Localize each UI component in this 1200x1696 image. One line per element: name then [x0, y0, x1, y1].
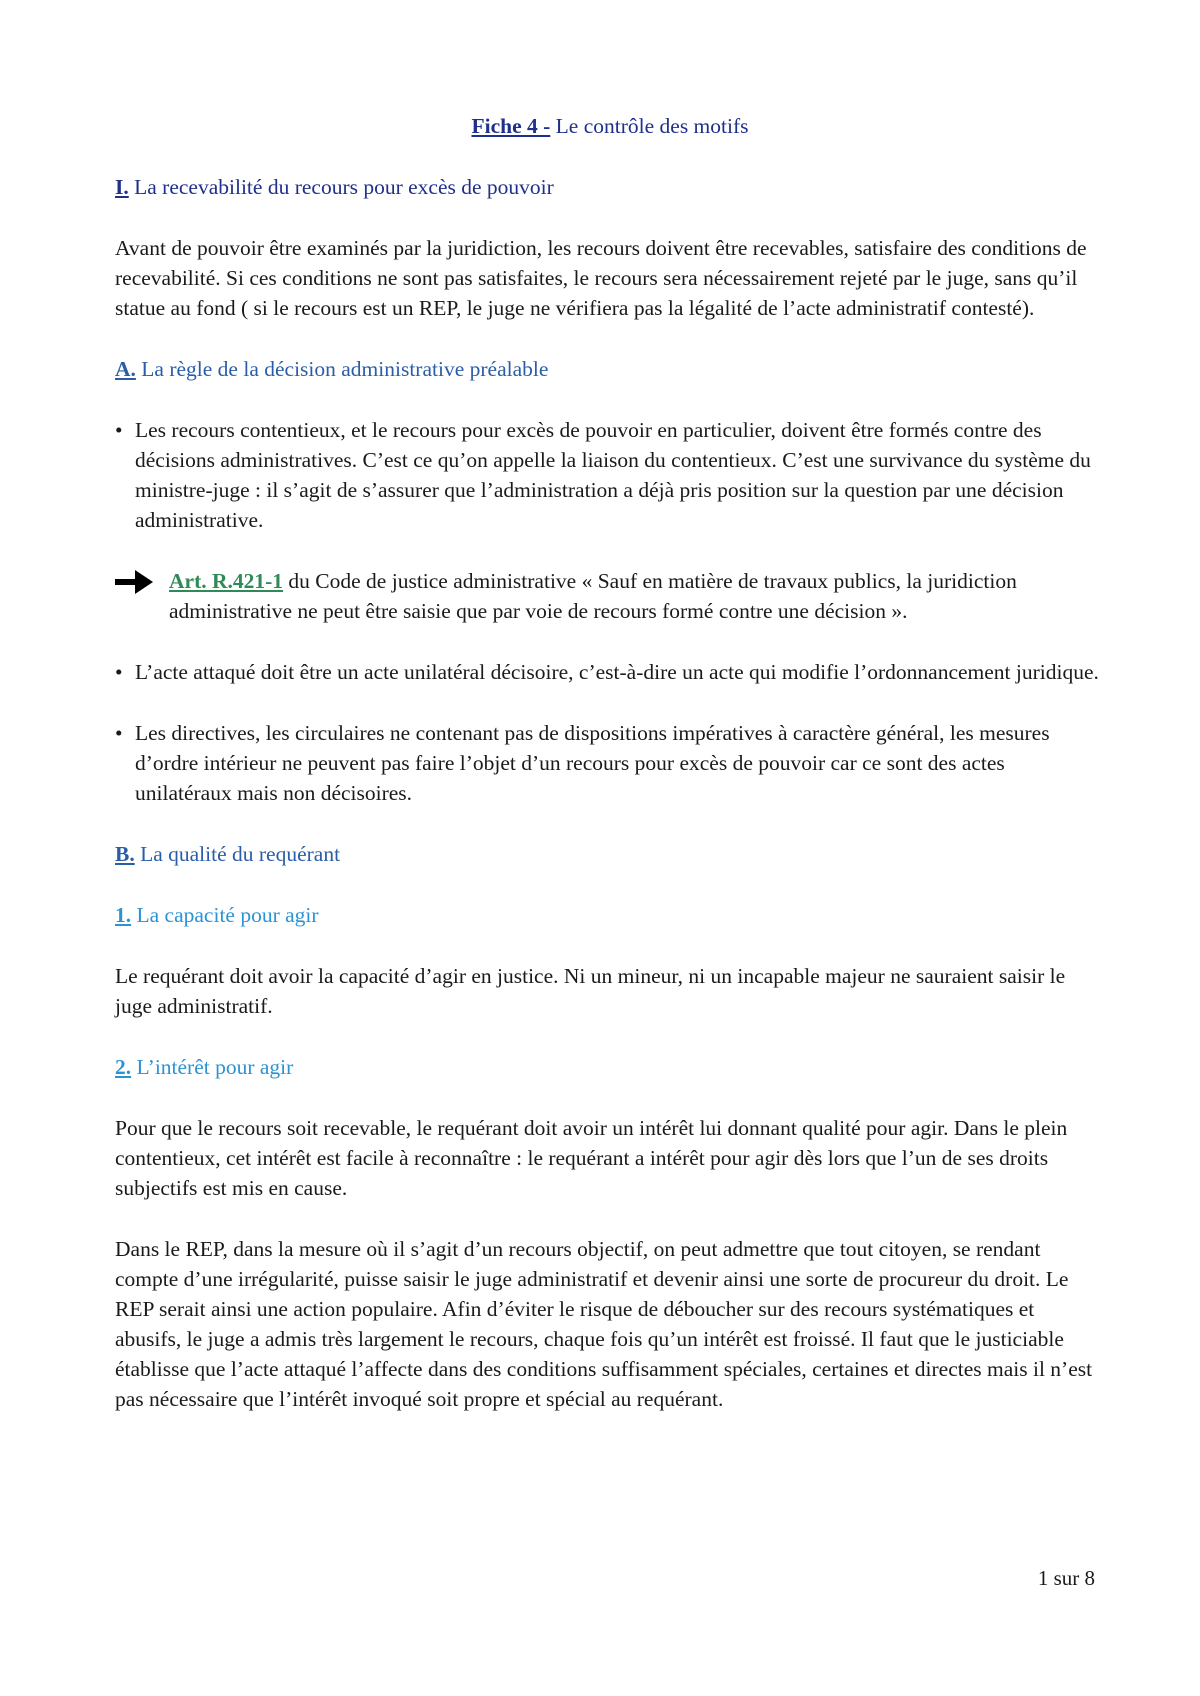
article-reference	[115, 566, 1105, 626]
bullet-icon: •	[115, 721, 123, 745]
interest-paragraph-1: Pour que le recours soit recevable, le requérant doit avoir un intérêt lui donnant qualité pour agir. Dans le plein contentieux, cet intérêt est facile à reconnaître : le requérant a intérêt pour agir dès lors que l’un de ses droits subjectifs est mis en cause.	[115, 1116, 1068, 1200]
heading-section-A	[115, 354, 1105, 384]
title-label: Fiche 4 -	[471, 114, 551, 138]
bullet-item-3	[115, 718, 1105, 808]
bullet-icon: •	[115, 660, 123, 684]
heading-section-B	[115, 839, 1105, 869]
article-text: du Code de justice administrative « Sauf en matière de travaux publics, la juridiction administrative ne peut être saisie que par voie de recours formé contre une décision ».	[169, 569, 1017, 623]
heading-number: B.	[115, 842, 135, 866]
page-number: 1 sur 8	[1037, 1566, 1095, 1590]
arrow-right-icon	[115, 570, 153, 594]
bullet-text: Les recours contentieux, et le recours pour excès de pouvoir en particulier, doivent être formés contre des décisions administratives. C’est ce qu’on appelle la liaison du contentieux. C’est une survivance du système du ministre-juge : il s’agit de s’assurer que l’administration a déjà pris position sur la question par une décision administrative.	[135, 418, 1091, 532]
intro-paragraph: Avant de pouvoir être examinés par la juridiction, les recours doivent être recevables, satisfaire des conditions de recevabilité. Si ces conditions ne sont pas satisfaites, le recours sera nécessairement rejeté par le juge, sans qu’il statue au fond ( si le recours est un REP, le juge ne vérifiera pas la légalité de l’acte administratif contesté).	[115, 236, 1087, 320]
heading-number: 2.	[115, 1055, 132, 1079]
heading-section-B1	[115, 900, 1105, 930]
heading-text: L’intérêt pour agir	[131, 1055, 294, 1079]
heading-text: La recevabilité du recours pour excès de pouvoir	[128, 175, 554, 199]
bullet-text: L’acte attaqué doit être un acte unilatéral décisoire, c’est-à-dire un acte qui modifie l’ordonnancement juridique.	[135, 660, 1099, 684]
heading-number: A.	[115, 357, 136, 381]
bullet-icon: •	[115, 418, 123, 442]
heading-section-B2	[115, 1052, 1105, 1082]
heading-text: La capacité pour agir	[131, 903, 319, 927]
document-body	[115, 111, 1105, 1445]
bullet-item-1	[115, 415, 1105, 535]
article-link[interactable]: Art. R.421-1	[169, 569, 284, 593]
heading-number: I.	[115, 175, 129, 199]
heading-number: 1.	[115, 903, 132, 927]
heading-text: La règle de la décision administrative préalable	[135, 357, 549, 381]
heading-section-I	[115, 172, 1105, 202]
interest-paragraph-2: Dans le REP, dans la mesure où il s’agit d’un recours objectif, on peut admettre que tout citoyen, se rendant compte d’une irrégularité, puisse saisir le juge administratif et devenir ainsi une sorte de procureur du droit. Le REP serait ainsi une action populaire. Afin d’éviter le risque de déboucher sur des recours systématiques et abusifs, le juge a admis très largement le recours, chaque fois qu’un intérêt est froissé. Il faut que le justiciable établisse que l’acte attaqué l’affecte dans des conditions suffisamment spéciales, certaines et directes mais il n’est pas nécessaire que l’intérêt invoqué soit propre et spécial au requérant.	[115, 1237, 1093, 1411]
heading-text: La qualité du requérant	[134, 842, 341, 866]
title-text: Le contrôle des motifs	[550, 114, 749, 138]
bullet-text: Les directives, les circulaires ne contenant pas de dispositions impératives à caractère général, les mesures d’ordre intérieur ne peuvent pas faire l’objet d’un recours pour excès de pouvoir car ce sont des actes unilatéraux mais non décisoires.	[135, 721, 1050, 805]
page-title	[115, 111, 1105, 141]
capacity-paragraph: Le requérant doit avoir la capacité d’agir en justice. Ni un mineur, ni un incapable majeur ne sauraient saisir le juge administratif.	[115, 964, 1066, 1018]
bullet-item-2	[115, 657, 1105, 687]
